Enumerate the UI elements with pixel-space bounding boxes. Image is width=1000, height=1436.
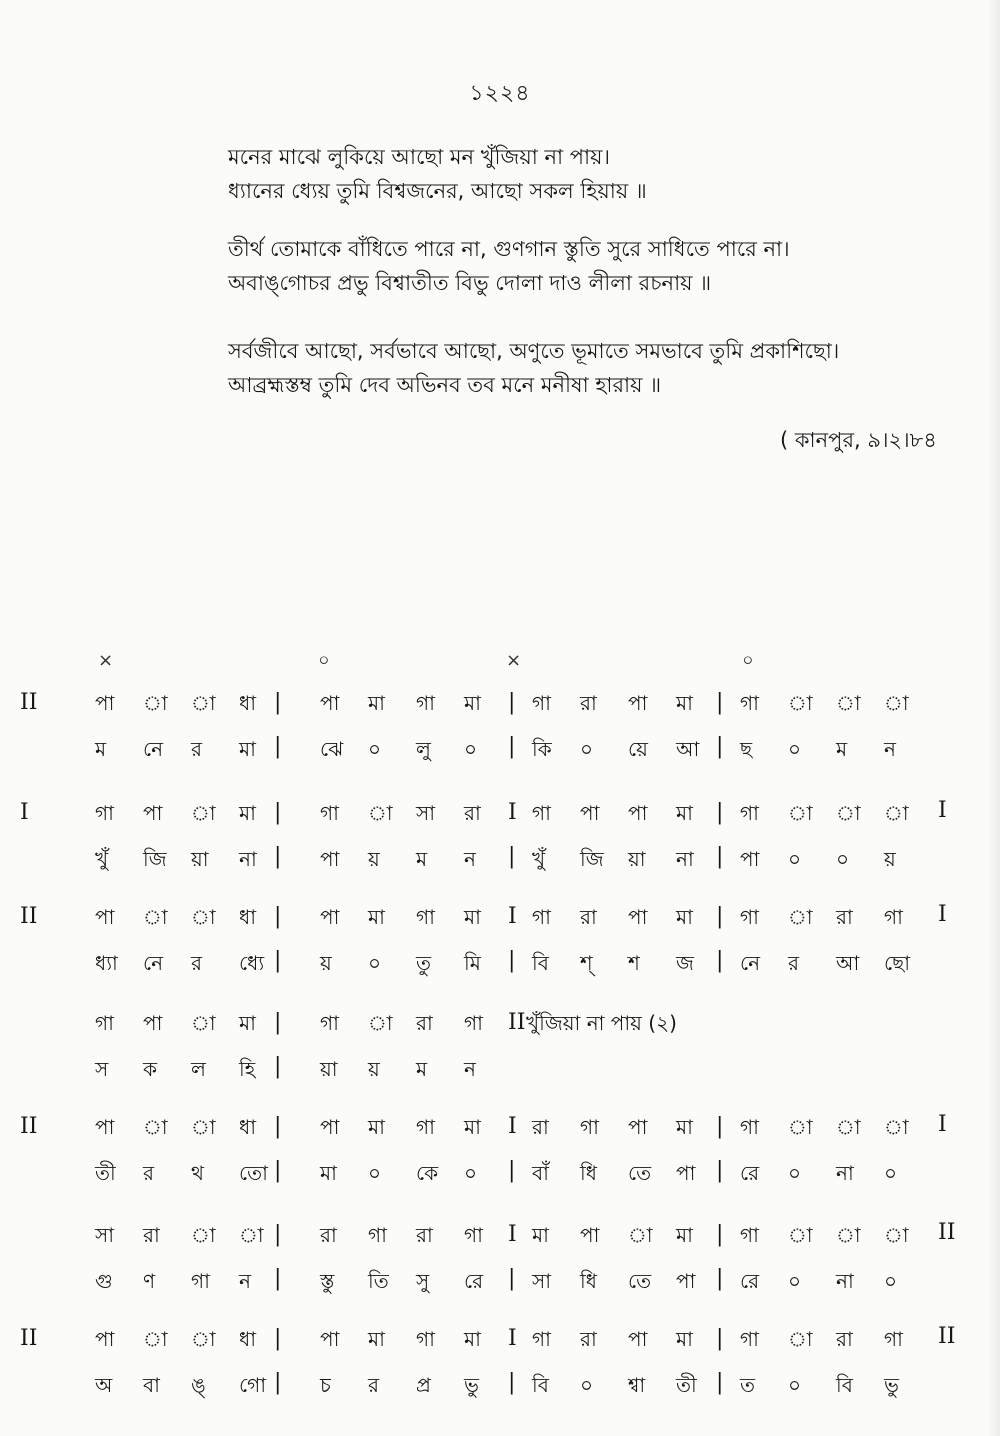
row-start-barline: II [20, 690, 38, 715]
lyric-syllable: ধি [580, 1269, 597, 1293]
swara-note: গা [532, 691, 551, 715]
beat-mark: × [506, 650, 522, 671]
swara-note: রা [580, 1327, 597, 1351]
swara-note: গা [740, 1223, 759, 1247]
swara-note: গা [884, 1327, 903, 1351]
swara-note: মা [676, 801, 693, 825]
swara-note: পা [628, 1327, 648, 1351]
swara-note: া [884, 1223, 909, 1247]
row-end-barline: I [938, 1112, 947, 1137]
measure-barline: | [716, 1114, 724, 1139]
row-end-barline: II [938, 1324, 956, 1349]
swara-note: গা [740, 801, 759, 825]
measure-barline: | [716, 1158, 724, 1183]
swara-note: া [239, 1223, 264, 1247]
measure-barline: | [716, 1326, 724, 1351]
beat-mark: ০ [742, 650, 754, 671]
measure-barline: | [508, 1266, 516, 1291]
swara-note: মা [676, 1327, 693, 1351]
lyric-syllable: আ [676, 737, 700, 761]
swara-note: পা [320, 691, 340, 715]
lyric-syllable: ছো [884, 951, 911, 975]
lyric-syllable: সু [416, 1269, 430, 1293]
measure-barline: | [716, 1370, 724, 1395]
swara-note: পা [95, 1115, 115, 1139]
lyric-syllable: ধ্যে [239, 951, 265, 975]
stanza-2-line-1: তীর্থ তোমাকে বাঁধিতে পারে না, গুণগান স্তুতি সুরে সাধিতে পারে না। [228, 237, 790, 261]
stanza-1 [228, 140, 968, 208]
lyric-syllable: গু [95, 1269, 113, 1293]
row-start-barline: II [20, 904, 38, 929]
lyric-syllable: য় [884, 847, 896, 871]
swara-note: রা [143, 1223, 160, 1247]
swara-note: রা [836, 905, 853, 929]
lyric-syllable: মা [239, 737, 256, 761]
lyric-syllable: না [239, 847, 257, 871]
lyric-syllable: খুঁ [532, 847, 546, 871]
measure-barline: | [716, 800, 724, 825]
lyric-syllable: নে [143, 951, 164, 975]
lyric-syllable: রে [740, 1161, 760, 1185]
swara-note: া [191, 1327, 216, 1351]
swara-note: া [191, 1223, 216, 1247]
swara-note: া [836, 1223, 861, 1247]
measure-barline: | [274, 1326, 282, 1351]
lyric-syllable: ম [416, 1057, 428, 1081]
swara-note: গা [532, 1327, 551, 1351]
measure-barline: I [508, 800, 517, 825]
measure-barline: I [508, 1114, 517, 1139]
lyric-syllable: য় [368, 1057, 380, 1081]
swara-note: পা [628, 691, 648, 715]
swara-note: পা [143, 1011, 163, 1035]
swara-note: া [788, 905, 813, 929]
lyric-syllable: মা [320, 1161, 337, 1185]
lyric-syllable: য়া [320, 1057, 338, 1081]
swara-note: রা [416, 1011, 433, 1035]
lyric-syllable: পা [676, 1269, 696, 1293]
lyric-syllable: ০ [884, 1269, 898, 1293]
place-date-signature: ( কানপুর, ৯।২।৮৪ [780, 428, 937, 452]
measure-barline: | [508, 734, 516, 759]
swara-note: মা [676, 1223, 693, 1247]
measure-barline: I [508, 1222, 517, 1247]
swara-note: গা [368, 1223, 387, 1247]
swara-note: মা [368, 1115, 385, 1139]
swara-note: রা [416, 1223, 433, 1247]
swara-note: মা [464, 691, 481, 715]
lyric-syllable: ধ্যা [95, 951, 118, 975]
lyric-syllable: পা [676, 1161, 696, 1185]
lyric-syllable: অ [95, 1373, 113, 1397]
measure-barline: | [274, 690, 282, 715]
swara-note: া [628, 1223, 653, 1247]
swara-note: গা [320, 801, 339, 825]
lyric-syllable: কি [532, 737, 552, 761]
lyric-syllable: র [191, 951, 203, 975]
swara-note: গা [740, 905, 759, 929]
swara-note: পা [320, 905, 340, 929]
measure-barline: | [716, 690, 724, 715]
lyric-syllable: না [676, 847, 694, 871]
lyric-syllable: হি [239, 1057, 256, 1081]
measure-barline: | [716, 904, 724, 929]
swara-note: া [143, 1115, 168, 1139]
lyric-syllable: য়া [191, 847, 209, 871]
row-end-barline: I [938, 902, 947, 927]
swara-note: পা [320, 1327, 340, 1351]
lyric-syllable: ০ [836, 847, 850, 871]
swara-note: ধা [239, 1327, 257, 1351]
lyric-syllable: ন [464, 1057, 476, 1081]
lyric-syllable: চ [320, 1373, 331, 1397]
lyric-syllable: ০ [788, 1373, 802, 1397]
lyric-syllable: ধি [580, 1161, 597, 1185]
lyric-syllable: ভু [464, 1373, 479, 1397]
swara-note: া [191, 1011, 216, 1035]
lyric-syllable: জি [143, 847, 167, 871]
lyric-syllable: মি [464, 951, 481, 975]
swara-note: মা [464, 905, 481, 929]
swara-note: ধা [239, 1115, 257, 1139]
lyric-syllable: পা [320, 847, 340, 871]
swara-note: া [884, 691, 909, 715]
swara-note: রা [464, 801, 481, 825]
lyric-syllable: ন [884, 737, 896, 761]
swara-note: গা [884, 905, 903, 929]
swara-note: গা [416, 905, 435, 929]
lyric-syllable: বা [143, 1373, 160, 1397]
lyric-syllable: তি [368, 1269, 389, 1293]
measure-barline: | [508, 1158, 516, 1183]
swara-note: া [368, 1011, 393, 1035]
lyric-syllable: শ [628, 951, 640, 975]
lyric-syllable: তী [676, 1373, 697, 1397]
swara-note: গা [740, 1115, 759, 1139]
lyric-syllable: য়া [628, 847, 646, 871]
swara-note: গা [740, 691, 759, 715]
lyric-syllable: ম [836, 737, 848, 761]
swara-note: া [191, 905, 216, 929]
swara-note: গা [740, 1327, 759, 1351]
lyric-syllable: ০ [788, 737, 802, 761]
swara-note: া [191, 691, 216, 715]
measure-barline: | [274, 1370, 282, 1395]
lyric-syllable: বি [532, 1373, 549, 1397]
lyric-syllable: সা [532, 1269, 552, 1293]
measure-barline: | [274, 904, 282, 929]
measure-barline: | [274, 1158, 282, 1183]
swara-note: া [191, 1115, 216, 1139]
swara-note: পা [580, 1223, 600, 1247]
stanza-1-line-1: মনের মাঝে লুকিয়ে আছো মন খুঁজিয়া না পায়। [228, 145, 610, 169]
swara-note: া [836, 1115, 861, 1139]
stanza-3-line-2: আব্রহ্মস্তম্ব তুমি দেব অভিনব তব মনে মনীষা হারায় ॥ [228, 373, 662, 397]
lyric-syllable: স [95, 1057, 109, 1081]
swara-note: রা [320, 1223, 337, 1247]
lyric-syllable: য়ে [628, 737, 648, 761]
lyric-syllable: ০ [368, 737, 382, 761]
measure-barline: | [274, 1222, 282, 1247]
beat-mark: × [98, 650, 114, 671]
swara-note: মা [464, 1327, 481, 1351]
swara-note: পা [628, 905, 648, 929]
swara-note: গা [416, 1327, 435, 1351]
lyric-syllable: ম [95, 737, 107, 761]
measure-barline: | [274, 1114, 282, 1139]
swara-note: া [788, 1327, 813, 1351]
lyric-syllable: কে [416, 1161, 439, 1185]
swara-note: া [884, 1115, 909, 1139]
lyric-syllable: গা [191, 1269, 210, 1293]
swara-note: মা [676, 691, 693, 715]
swara-note: গা [416, 1115, 435, 1139]
measure-barline: | [274, 948, 282, 973]
swara-note: গা [532, 801, 551, 825]
lyric-syllable: ০ [464, 737, 478, 761]
stanza-1-line-2: ধ্যানের ধ্যেয় তুমি বিশ্বজনের, আছো সকল হিয়ায় ॥ [228, 179, 647, 203]
lyric-syllable: গো [239, 1373, 267, 1397]
swara-note: গা [95, 1011, 114, 1035]
lyric-syllable: ০ [368, 951, 382, 975]
swara-note: গা [580, 1115, 599, 1139]
stanza-3-line-1: সর্বজীবে আছো, সর্বভাবে আছো, অণুতে ভূমাতে সমভাবে তুমি প্রকাশিছো। [228, 339, 840, 363]
lyric-syllable: ন [464, 847, 476, 871]
lyric-syllable: ০ [884, 1161, 898, 1185]
lyric-syllable: য় [320, 951, 332, 975]
swara-note: া [788, 691, 813, 715]
lyric-syllable: প্র [416, 1373, 431, 1397]
swara-note: গা [95, 801, 114, 825]
swaralipi-notation [0, 640, 1000, 1400]
swara-note: া [788, 801, 813, 825]
lyric-syllable: শ্ [580, 951, 593, 975]
swara-note: মা [676, 905, 693, 929]
measure-barline: | [274, 1010, 282, 1035]
swara-note: পা [95, 905, 115, 929]
stanza-3 [228, 334, 968, 402]
swara-note: সা [95, 1223, 115, 1247]
swara-note: া [788, 1223, 813, 1247]
swara-note: গা [416, 691, 435, 715]
beat-mark: ০ [318, 650, 330, 671]
lyric-syllable: ম [416, 847, 428, 871]
lyric-syllable: নে [143, 737, 164, 761]
lyric-syllable: ত [740, 1373, 756, 1397]
lyric-syllable: তে [628, 1161, 652, 1185]
lyric-syllable: তু [416, 951, 432, 975]
swara-note: মা [464, 1115, 481, 1139]
swara-note: রা [532, 1115, 549, 1139]
measure-barline: | [716, 1222, 724, 1247]
lyric-syllable: র [788, 951, 800, 975]
row-start-barline: II [20, 1114, 38, 1139]
measure-barline: | [274, 800, 282, 825]
swara-note: া [191, 801, 216, 825]
swara-note: ধা [239, 905, 257, 929]
lyric-syllable: তে [628, 1269, 652, 1293]
lyric-syllable: র [143, 1161, 155, 1185]
swara-note: া [884, 801, 909, 825]
measure-barline: II [508, 1010, 526, 1035]
swara-note: া [143, 691, 168, 715]
lyric-syllable: জি [580, 847, 604, 871]
lyric-syllable: ০ [788, 1161, 802, 1185]
swara-note: মা [239, 1011, 256, 1035]
lyric-syllable: ঙ্ [191, 1373, 206, 1397]
swara-note: পা [143, 801, 163, 825]
swara-note: া [143, 1327, 168, 1351]
swara-note: ধা [239, 691, 257, 715]
measure-barline: | [274, 844, 282, 869]
lyric-syllable: র [368, 1373, 380, 1397]
swara-note: গা [532, 905, 551, 929]
measure-barline: I [508, 1326, 517, 1351]
swara-note: মা [368, 1327, 385, 1351]
lyric-syllable: আ [836, 951, 860, 975]
measure-barline: | [716, 948, 724, 973]
lyric-syllable: না [836, 1161, 854, 1185]
lyric-syllable: পা [740, 847, 760, 871]
swara-note: পা [628, 1115, 648, 1139]
lyric-syllable: বি [836, 1373, 853, 1397]
swara-note: রা [580, 691, 597, 715]
lyric-syllable: নে [740, 951, 761, 975]
measure-barline: | [716, 734, 724, 759]
row-start-barline: II [20, 1326, 38, 1351]
lyric-syllable: ক [143, 1057, 157, 1081]
row-end-barline: II [938, 1220, 956, 1245]
swara-note: পা [320, 1115, 340, 1139]
swara-note: া [788, 1115, 813, 1139]
measure-barline: | [716, 844, 724, 869]
lyric-syllable: তো [239, 1161, 268, 1185]
measure-barline: | [508, 948, 516, 973]
lyric-syllable: বাঁ [532, 1161, 549, 1185]
measure-barline: | [508, 1370, 516, 1395]
measure-barline: | [508, 844, 516, 869]
row-start-barline: I [20, 800, 29, 825]
swara-note: গা [464, 1223, 483, 1247]
swara-note: া [836, 801, 861, 825]
lyric-syllable: ০ [788, 847, 802, 871]
swara-note: পা [95, 1327, 115, 1351]
lyric-syllable: খুঁ [95, 847, 109, 871]
lyric-syllable: ০ [580, 1373, 594, 1397]
swara-note: মা [368, 905, 385, 929]
lyric-syllable: ণ [143, 1269, 156, 1293]
lyric-syllable: রে [740, 1269, 760, 1293]
lyric-syllable: তী [95, 1161, 116, 1185]
swara-note: রা [580, 905, 597, 929]
lyric-syllable: ভু [884, 1373, 899, 1397]
swara-note: পা [580, 801, 600, 825]
swara-note: রা [836, 1327, 853, 1351]
swara-note: া [143, 905, 168, 929]
lyric-syllable: লু [416, 737, 431, 761]
lyric-syllable: য় [368, 847, 380, 871]
swara-note: সা [416, 801, 436, 825]
swara-note: গা [320, 1011, 339, 1035]
lyric-syllable: স্তু [320, 1269, 335, 1293]
swara-note: গা [464, 1011, 483, 1035]
lyric-syllable: শ্বা [628, 1373, 646, 1397]
stanza-2 [228, 232, 968, 300]
lyric-syllable: ০ [788, 1269, 802, 1293]
lyric-syllable: থ [191, 1161, 204, 1185]
swara-note: মা [532, 1223, 549, 1247]
lyric-syllable: জ [676, 951, 694, 975]
swara-note: া [368, 801, 393, 825]
measure-barline: I [508, 904, 517, 929]
lyric-syllable: ছ [740, 737, 753, 761]
measure-barline: | [716, 1266, 724, 1291]
lyric-syllable: বি [532, 951, 549, 975]
swara-note: পা [95, 691, 115, 715]
lyric-syllable: ন [239, 1269, 251, 1293]
swara-note: া [836, 691, 861, 715]
swara-note: মা [676, 1115, 693, 1139]
stanza-2-line-2: অবাঙ্‌গোচর প্রভু বিশ্বাতীত বিভু দোলা দাও লীলা রচনায় ॥ [228, 271, 712, 295]
lyric-syllable: ঝে [320, 737, 344, 761]
swara-note: পা [628, 801, 648, 825]
swara-note: মা [368, 691, 385, 715]
lyric-syllable: ল [191, 1057, 206, 1081]
measure-barline: | [274, 734, 282, 759]
lyric-syllable: না [836, 1269, 854, 1293]
measure-barline: | [508, 690, 516, 715]
page-number: ১২২৪ [469, 81, 531, 106]
lyric-syllable: রে [464, 1269, 484, 1293]
refrain-text: খুঁজিয়া না পায় (২) [526, 1011, 677, 1035]
row-end-barline: I [938, 798, 947, 823]
measure-barline: | [274, 1054, 282, 1079]
lyric-syllable: ০ [368, 1161, 382, 1185]
measure-barline: | [274, 1266, 282, 1291]
swara-note: মা [239, 801, 256, 825]
lyric-syllable: ০ [464, 1161, 478, 1185]
lyric-syllable: র [191, 737, 203, 761]
lyric-syllable: ০ [580, 737, 594, 761]
